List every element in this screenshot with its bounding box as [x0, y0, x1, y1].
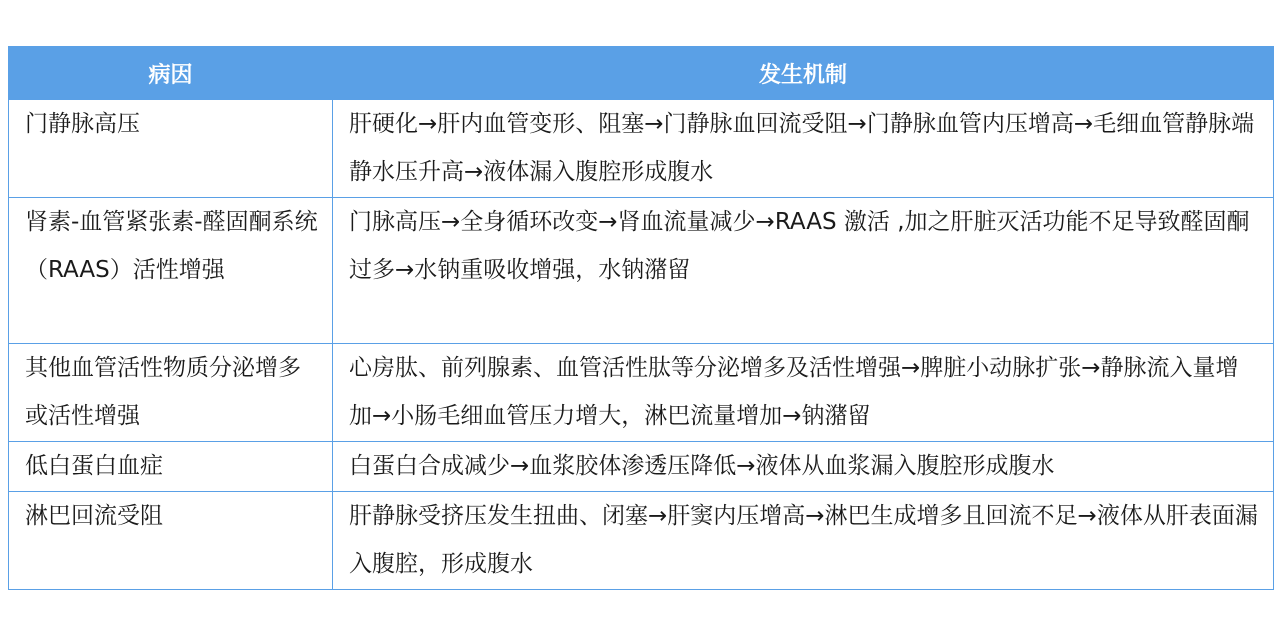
- table-row: [9, 442, 1274, 492]
- table-row: [9, 198, 1274, 344]
- table-row: [9, 492, 1274, 590]
- etiology-mechanism-table: [8, 46, 1274, 590]
- row-mechanism-cell: 心房肽、前列腺素、血管活性肽等分泌增多及活性增强→脾脏小动脉扩张→静脉流入量增加→小肠毛细血管压力增大，淋巴流量增加→钠潴留: [333, 344, 1274, 442]
- table-row: [9, 344, 1274, 442]
- table-header-row: [9, 47, 1274, 100]
- table-row: [9, 100, 1274, 198]
- row-cause-cell: 淋巴回流受阻: [9, 492, 333, 590]
- row-mechanism-cell: 肝静脉受挤压发生扭曲、闭塞→肝窦内压增高→淋巴生成增多且回流不足→液体从肝表面漏入腹腔，形成腹水: [333, 492, 1274, 590]
- row-cause-cell: 门静脉高压: [9, 100, 333, 198]
- row-mechanism-cell: 门脉高压→全身循环改变→肾血流量减少→RAAS 激活 ,加之肝脏灭活功能不足导致醛固酮过多→水钠重吸收增强，水钠潴留: [333, 198, 1274, 344]
- row-mechanism-cell: 白蛋白合成减少→血浆胶体渗透压降低→液体从血浆漏入腹腔形成腹水: [333, 442, 1274, 492]
- row-mechanism-cell: 肝硬化→肝内血管变形、阻塞→门静脉血回流受阻→门静脉血管内压增高→毛细血管静脉端静水压升高→液体漏入腹腔形成腹水: [333, 100, 1274, 198]
- row-cause-cell: 肾素-血管紧张素-醛固酮系统（RAAS）活性增强: [9, 198, 333, 344]
- etiology-table-container: [8, 46, 1273, 590]
- row-cause-cell: 低白蛋白血症: [9, 442, 333, 492]
- row-cause-cell: 其他血管活性物质分泌增多或活性增强: [9, 344, 333, 442]
- header-cause: 病因: [9, 47, 333, 100]
- header-mechanism: 发生机制: [333, 47, 1274, 100]
